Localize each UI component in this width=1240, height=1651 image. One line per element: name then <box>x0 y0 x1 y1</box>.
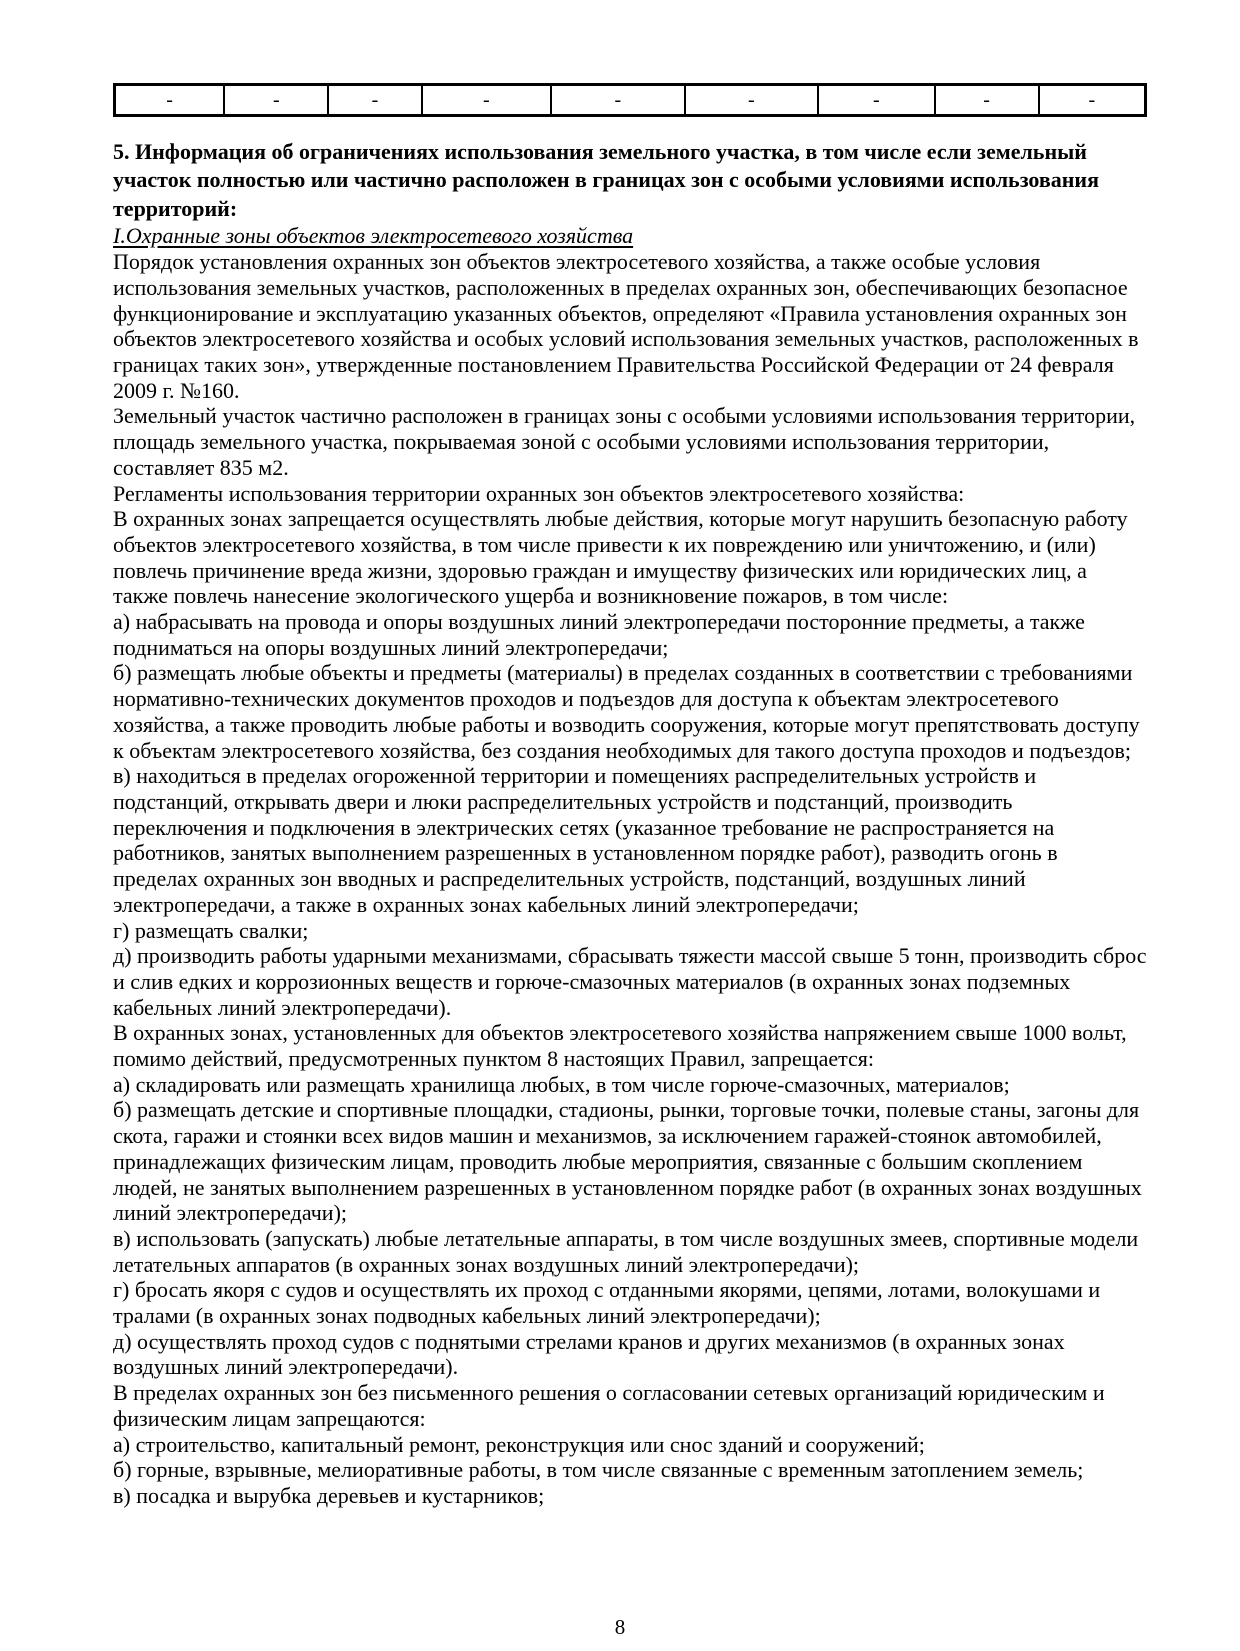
paragraph: б) размещать любые объекты и предметы (материалы) в пределах созданных в соответствии с требованиями нормативно-технических документов проходов и подъездов для доступа к объектам электросетевого хозяйства, а также проводить любые работы и возводить сооружения, которые могут препятствовать доступу к объектам электросетевого хозяйства, без создания необходимых для такого доступа проходов и подъездов; <box>113 660 1140 763</box>
paragraph: а) строительство, капитальный ремонт, реконструкция или снос зданий и сооружений; <box>113 1431 925 1457</box>
paragraph: в) использовать (запускать) любые летательные аппараты, в том числе воздушных змеев, спортивные модели летательных аппаратов (в охранных зонах воздушных линий электропередачи); <box>113 1225 1139 1277</box>
continuation-table <box>113 83 1147 117</box>
subsection-title: I.Охранные зоны объектов электросетевого хозяйства <box>113 223 634 249</box>
page-number: 8 <box>614 1615 626 1639</box>
paragraph: в) посадка и вырубка деревьев и кустарников; <box>113 1482 545 1508</box>
paragraph: Земельный участок частично расположен в границах зоны с особыми условиями использования территории, площадь земельного участка, покрываемая зоной с особыми условиями использования территории, составляет 835 м2. <box>113 403 1136 480</box>
table-cell: - <box>551 85 685 116</box>
table-cell: - <box>935 85 1039 116</box>
table-cell: - <box>224 85 328 116</box>
table-cell: - <box>422 85 552 116</box>
table-row <box>115 85 1146 116</box>
paragraph: Регламенты использования территории охранных зон объектов электросетевого хозяйства: <box>113 480 965 506</box>
paragraph: в) находиться в пределах огороженной территории и помещениях распределительных устройств и подстанций, открывать двери и люки распределительных устройств и подстанций, производить переключения и подключения в электрических сетях (указанное требование не распространяется на работников, занятых выполнением разрешенных в установленном порядке работ), разводить огонь в пределах охранных зон вводных и распределительных устройств, подстанций, воздушных линий электропередачи, а также в охранных зонах кабельных линий электропередачи; <box>113 763 1058 917</box>
table-cell: - <box>685 85 819 116</box>
paragraph: Порядок установления охранных зон объектов электросетевого хозяйства, а также особые условия использования земельных участков, расположенных в пределах охранных зон, обеспечивающих безопасное функционирование и эксплуатацию указанных объектов, определяют «Правила установления охранных зон объектов электросетевого хозяйства и особых условий использования земельных участков, расположенных в границах таких зон», утвержденные постановлением Правительства Российской Федерации от 24 февраля 2009 г. №160. <box>113 249 1139 403</box>
table-cell: - <box>328 85 421 116</box>
paragraph: б) размещать детские и спортивные площадки, стадионы, рынки, торговые точки, полевые станы, загоны для скота, гаражи и стоянки всех видов машин и механизмов, за исключением гаражей-стоянок автомобилей, принадлежащих физическим лицам, проводить любые мероприятия, связанные с большим скоплением людей, не занятых выполнением разрешенных в установленном порядке работ (в охранных зонах воздушных линий электропередачи); <box>113 1097 1142 1226</box>
table-cell: - <box>115 85 225 116</box>
paragraphs-container <box>113 249 1147 1508</box>
paragraph: В пределах охранных зон без письменного решения о согласовании сетевых организаций юридическим и физическим лицам запрещаются: <box>113 1380 1105 1431</box>
paragraph: д) производить работы ударными механизмами, сбрасывать тяжести массой свыше 5 тонн, производить сброс и слив едких и коррозионных веществ и горюче-смазочных материалов (в охранных зонах подземных кабельных линий электропередачи). <box>113 943 1147 1020</box>
paragraph: г) размещать свалки; <box>113 917 309 943</box>
paragraph: а) складировать или размещать хранилища любых, в том числе горюче-смазочных, материалов; <box>113 1071 1010 1097</box>
table-cell: - <box>818 85 934 116</box>
paragraph: а) набрасывать на провода и опоры воздушных линий электропередачи посторонние предметы, а также подниматься на опоры воздушных линий электропередачи; <box>113 609 1085 660</box>
section-heading: 5. Информация об ограничениях использования земельного участка, в том числе если земельный участок полностью или частично расположен в границах зон с особыми условиями использования территорий: <box>113 139 1099 221</box>
paragraph: В охранных зонах, установленных для объектов электросетевого хозяйства напряжением свыше 1000 вольт, помимо действий, предусмотренных пунктом 8 настоящих Правил, запрещается: <box>113 1020 1127 1072</box>
paragraph: д) осуществлять проход судов с поднятыми стрелами кранов и других механизмов (в охранных зонах воздушных линий электропередачи). <box>113 1328 1065 1380</box>
paragraph: б) горные, взрывные, мелиоративные работы, в том числе связанные с временным затоплением земель; <box>113 1457 1084 1483</box>
paragraph: В охранных зонах запрещается осуществлять любые действия, которые могут нарушить безопасную работу объектов электросетевого хозяйства, в том числе привести к их повреждению или уничтожению, и (или) повлечь причинение вреда жизни, здоровью граждан и имуществу физических или юридических лиц, а также повлечь нанесение экологического ущерба и возникновение пожаров, в том числе: <box>113 506 1128 609</box>
table-cell: - <box>1039 85 1146 116</box>
paragraph: г) бросать якоря с судов и осуществлять их проход с отданными якорями, цепями, лотами, волокушами и тралами (в охранных зонах подводных кабельных линий электропередачи); <box>113 1277 1101 1329</box>
